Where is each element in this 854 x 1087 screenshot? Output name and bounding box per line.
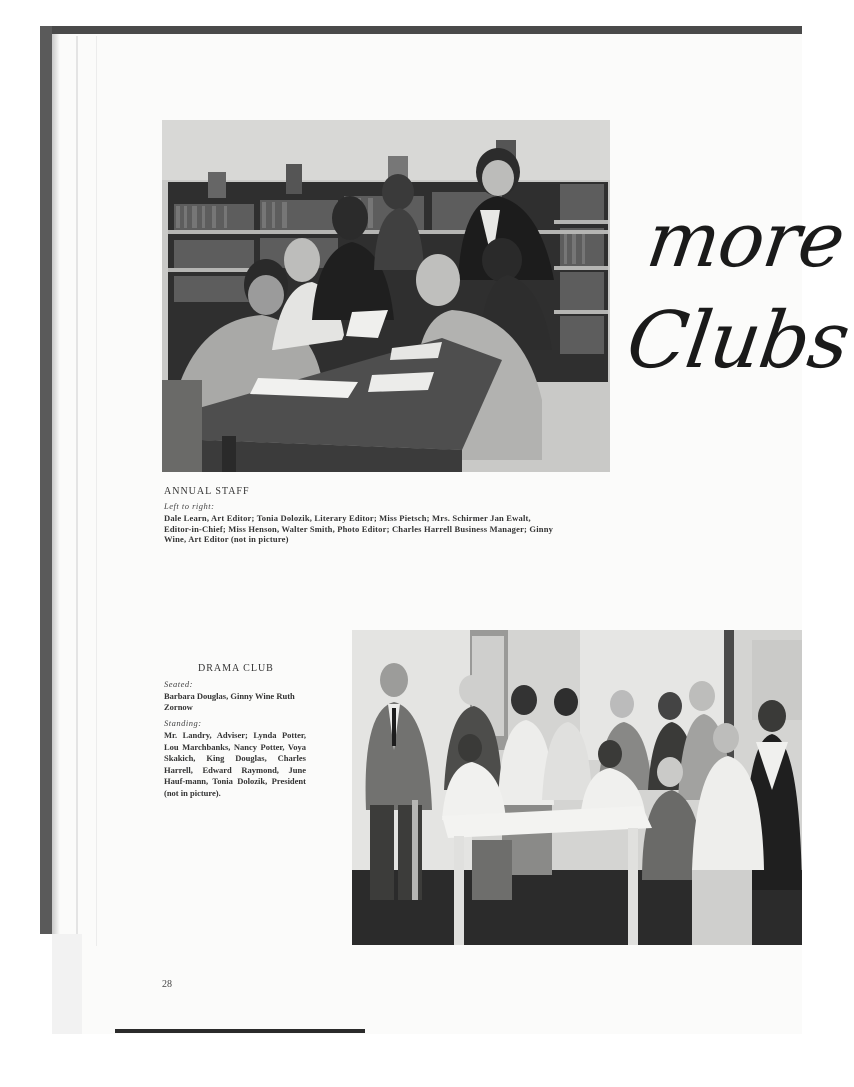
page-number: 28	[162, 979, 172, 990]
annual-staff-title: ANNUAL STAFF	[164, 486, 250, 497]
drama-standing-label: Standing:	[164, 718, 202, 728]
headline-clubs: Clubs	[621, 296, 854, 386]
drama-club-title: DRAMA CLUB	[198, 663, 274, 674]
drama-seated-names: Barbara Douglas, Ginny Wine Ruth Zornow	[164, 691, 295, 712]
headline-more: more	[641, 195, 850, 284]
drama-standing-names: Mr. Landry, Adviser; Lynda Potter, Lou Marchbanks, Nancy Potter, Voya Skakich, King Douglas, Charles Harrell, Edward Raymond, June Hauf-mann, Tonia Dolozik, President (not in picture).	[164, 730, 306, 798]
drama-seated-label: Seated:	[164, 679, 193, 689]
annual-staff-subtitle: Left to right:	[164, 501, 215, 511]
annual-staff-caption: Dale Learn, Art Editor; Tonia Dolozik, Literary Editor; Miss Pietsch; Mrs. Schirmer Jan Ewalt, Editor-in-Chief; Miss Henson, Walter Smith, Photo Editor; Charles Harrell Business Manager; Ginny Wine, Art Editor (not in picture)	[164, 513, 554, 544]
